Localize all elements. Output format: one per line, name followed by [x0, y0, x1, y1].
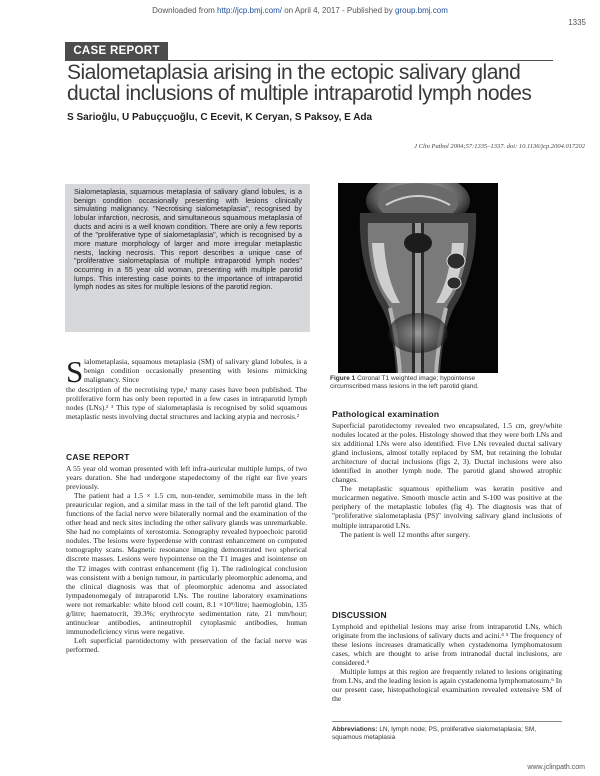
abbreviations — [332, 726, 562, 742]
author-list: S Sarioğlu, U Pabuççuoğlu, C Ecevit, K Ceryan, S Paksoy, E Ada — [67, 112, 373, 123]
pathology-heading: Pathological examination — [332, 409, 440, 419]
abstract-text: Sialometaplasia, squamous metaplasia of salivary gland lobules, is a benign condition occasionally presenting with lesions clinically simulating malignancy. "Necrotising sialometaplasia", recognised by lobular infarction, necrosis, and simultaneous squamous metaplasia of ducts and acini is a well known condition. There are only a few reports of the "proliferative type of sialometaplasia", which is recognised by a more mature morphology of larger and more irregular metaplastic nests, lacking necrosis. This report describes a unique case of "proliferative sialometaplasia of multiple intraparotid lymph nodes" occurring in a 55 year old woman, presenting with multiple parotid lumps. This interesting case points to the importance of intraparotid lymph nodes as sites for multiple lesions of the parotid region. — [74, 187, 302, 292]
journal-link[interactable]: http://jcp.bmj.com/ — [217, 6, 282, 15]
figure-1-mri-image — [338, 183, 498, 373]
journal-url: www.jclinpath.com — [527, 764, 585, 771]
article-citation: J Clin Pathol 2004;57:1335–1337. doi: 10.1136/jcp.2004.017202 — [414, 143, 585, 150]
discussion-paragraph-2: Multiple lumps at this region are frequently related to lesions originating from LNs, and the leading lesion is again cystadenoma lymphomatosum.⁶ In our present case, histopathological examination revealed extensive SM of the — [332, 667, 562, 704]
drop-cap: S — [66, 354, 84, 389]
case-report-body — [66, 464, 307, 654]
figure-1-label: Figure 1 — [330, 375, 356, 382]
mri-illustration — [338, 183, 498, 373]
article-title: Sialometaplasia arising in the ectopic salivary gland ductal inclusions of multiple intraparotid lymph nodes — [67, 61, 532, 105]
case-paragraph-1: A 55 year old woman presented with left infra-auricular multiple lumps, of two years duration. She had undergone stapedectomy of the right ear five years previously. — [66, 464, 307, 492]
section-label: CASE REPORT — [65, 42, 168, 60]
download-prefix: Downloaded from — [152, 6, 215, 15]
intro-rest: the description of the necrotising type,¹ many cases have been published. The proliferative form has only been reported in a few cases in intraparotid lymph nodes (LNs).² ³ This type of sialometaplasia is recognised by solid squamous metaplastic nests involving ductal structures and lacking atypia and necrosis.² — [66, 385, 307, 422]
intro-first-lines: ialometaplasia, squamous metaplasia (SM) of salivary gland lobules, is a benign condition occasionally presenting with lesions mimicking malignancy. Since — [84, 357, 307, 385]
case-report-heading: CASE REPORT — [66, 452, 130, 462]
abbreviations-text: LN, lymph node; PS, proliferative sialometaplasia; SM, squamous metaplasia — [332, 726, 537, 741]
download-mid: on April 4, 2017 - Published by — [281, 6, 393, 15]
abbreviations-rule — [332, 721, 562, 722]
publisher-link[interactable]: group.bmj.com — [394, 6, 448, 15]
case-paragraph-3: Left superficial parotidectomy with preservation of the facial nerve was performed. — [66, 635, 307, 654]
pathology-paragraph-1: Superficial parotidectomy revealed two encapsulated, 1.5 cm, grey/white nodules located at the poles. Histology showed that they were both LNs and six additional LNs were also identified. Five LNs revealed ductal salivary gland inclusions, almost totally replaced by SM, but retaining the lobular architecture of ductal inclusions (figs 2, 3). Ductal inclusions were also identified in another lymph node. The parotid gland showed atrophic changes. — [332, 421, 562, 485]
abbreviations-label: Abbreviations: — [332, 726, 378, 733]
download-notice — [0, 6, 600, 15]
discussion-heading: DISCUSSION — [332, 610, 387, 620]
pathology-body — [332, 421, 562, 539]
discussion-paragraph-1: Lymphoid and epithelial lesions may arise from intraparotid LNs, which originate from the inclusions of salivary ducts and acini.⁴ ⁵ The frequency of these lesions increases dramatically when cystadenoma lymphomatosum cases, which are thought to arise from intranodal ductal inclusions, are considered.⁴ — [332, 622, 562, 668]
figure-1-caption — [330, 375, 510, 390]
case-paragraph-2: The patient had a 1.5 × 1.5 cm, non-tender, semimobile mass in the left preauricular region, and a similar mass in the tail of the left parotid gland. The functions of the facial nerve were bilaterally normal and the examination of the other head and neck sites including the other salivary glands was unremarkable. She had no complaints of xerostomia. Sonography revealed hypoechoic parotid nodules. The lesions were hyperdense with contrast enhancement on computed tomography scans. Magnetic resonance imaging demonstrated two spherical discrete masses. Lesions were hypointense on the T1 images and isointense on the T2 images with contrast enhancement (fig 1). The radiological conclusion was consistent with a benign tumour, in particularly pleomorphic adenoma, and the clinical diagnosis was that of pleomorphic adenoma and associated lympadenomegaly of intraparotid LNs. The routine laboratory examinations were not remarkable: white blood cell count, 8.1 ×10⁹/litre; haemoglobin, 135 g/litre; haematocrit, 39.3%; erythrocyte sedimentation rate, 21 mm/hour; antinuclear antibodies, antineutrophil cytoplasmic antibodies, human immunodeficiency virus were negative. — [66, 491, 307, 636]
pathology-paragraph-3: The patient is well 12 months after surgery. — [340, 529, 471, 539]
figure-1-caption-text: Coronal T1 weighted image; hypointense circumscribed mass lesions in the left parotid gland. — [330, 375, 479, 390]
discussion-body — [332, 622, 562, 703]
page-number: 1335 — [568, 18, 586, 27]
pathology-paragraph-2: The metaplastic squamous epithelium was keratin positive and mucicarmen negative. Smooth muscle actin and S-100 was positive at the periphery of the metaplastic lobules (fig 4). The diagnosis was that of "proliferative sialometaplasia (PS)" involving salivary gland inclusions of multiple intraparotid LNs. — [332, 484, 562, 530]
